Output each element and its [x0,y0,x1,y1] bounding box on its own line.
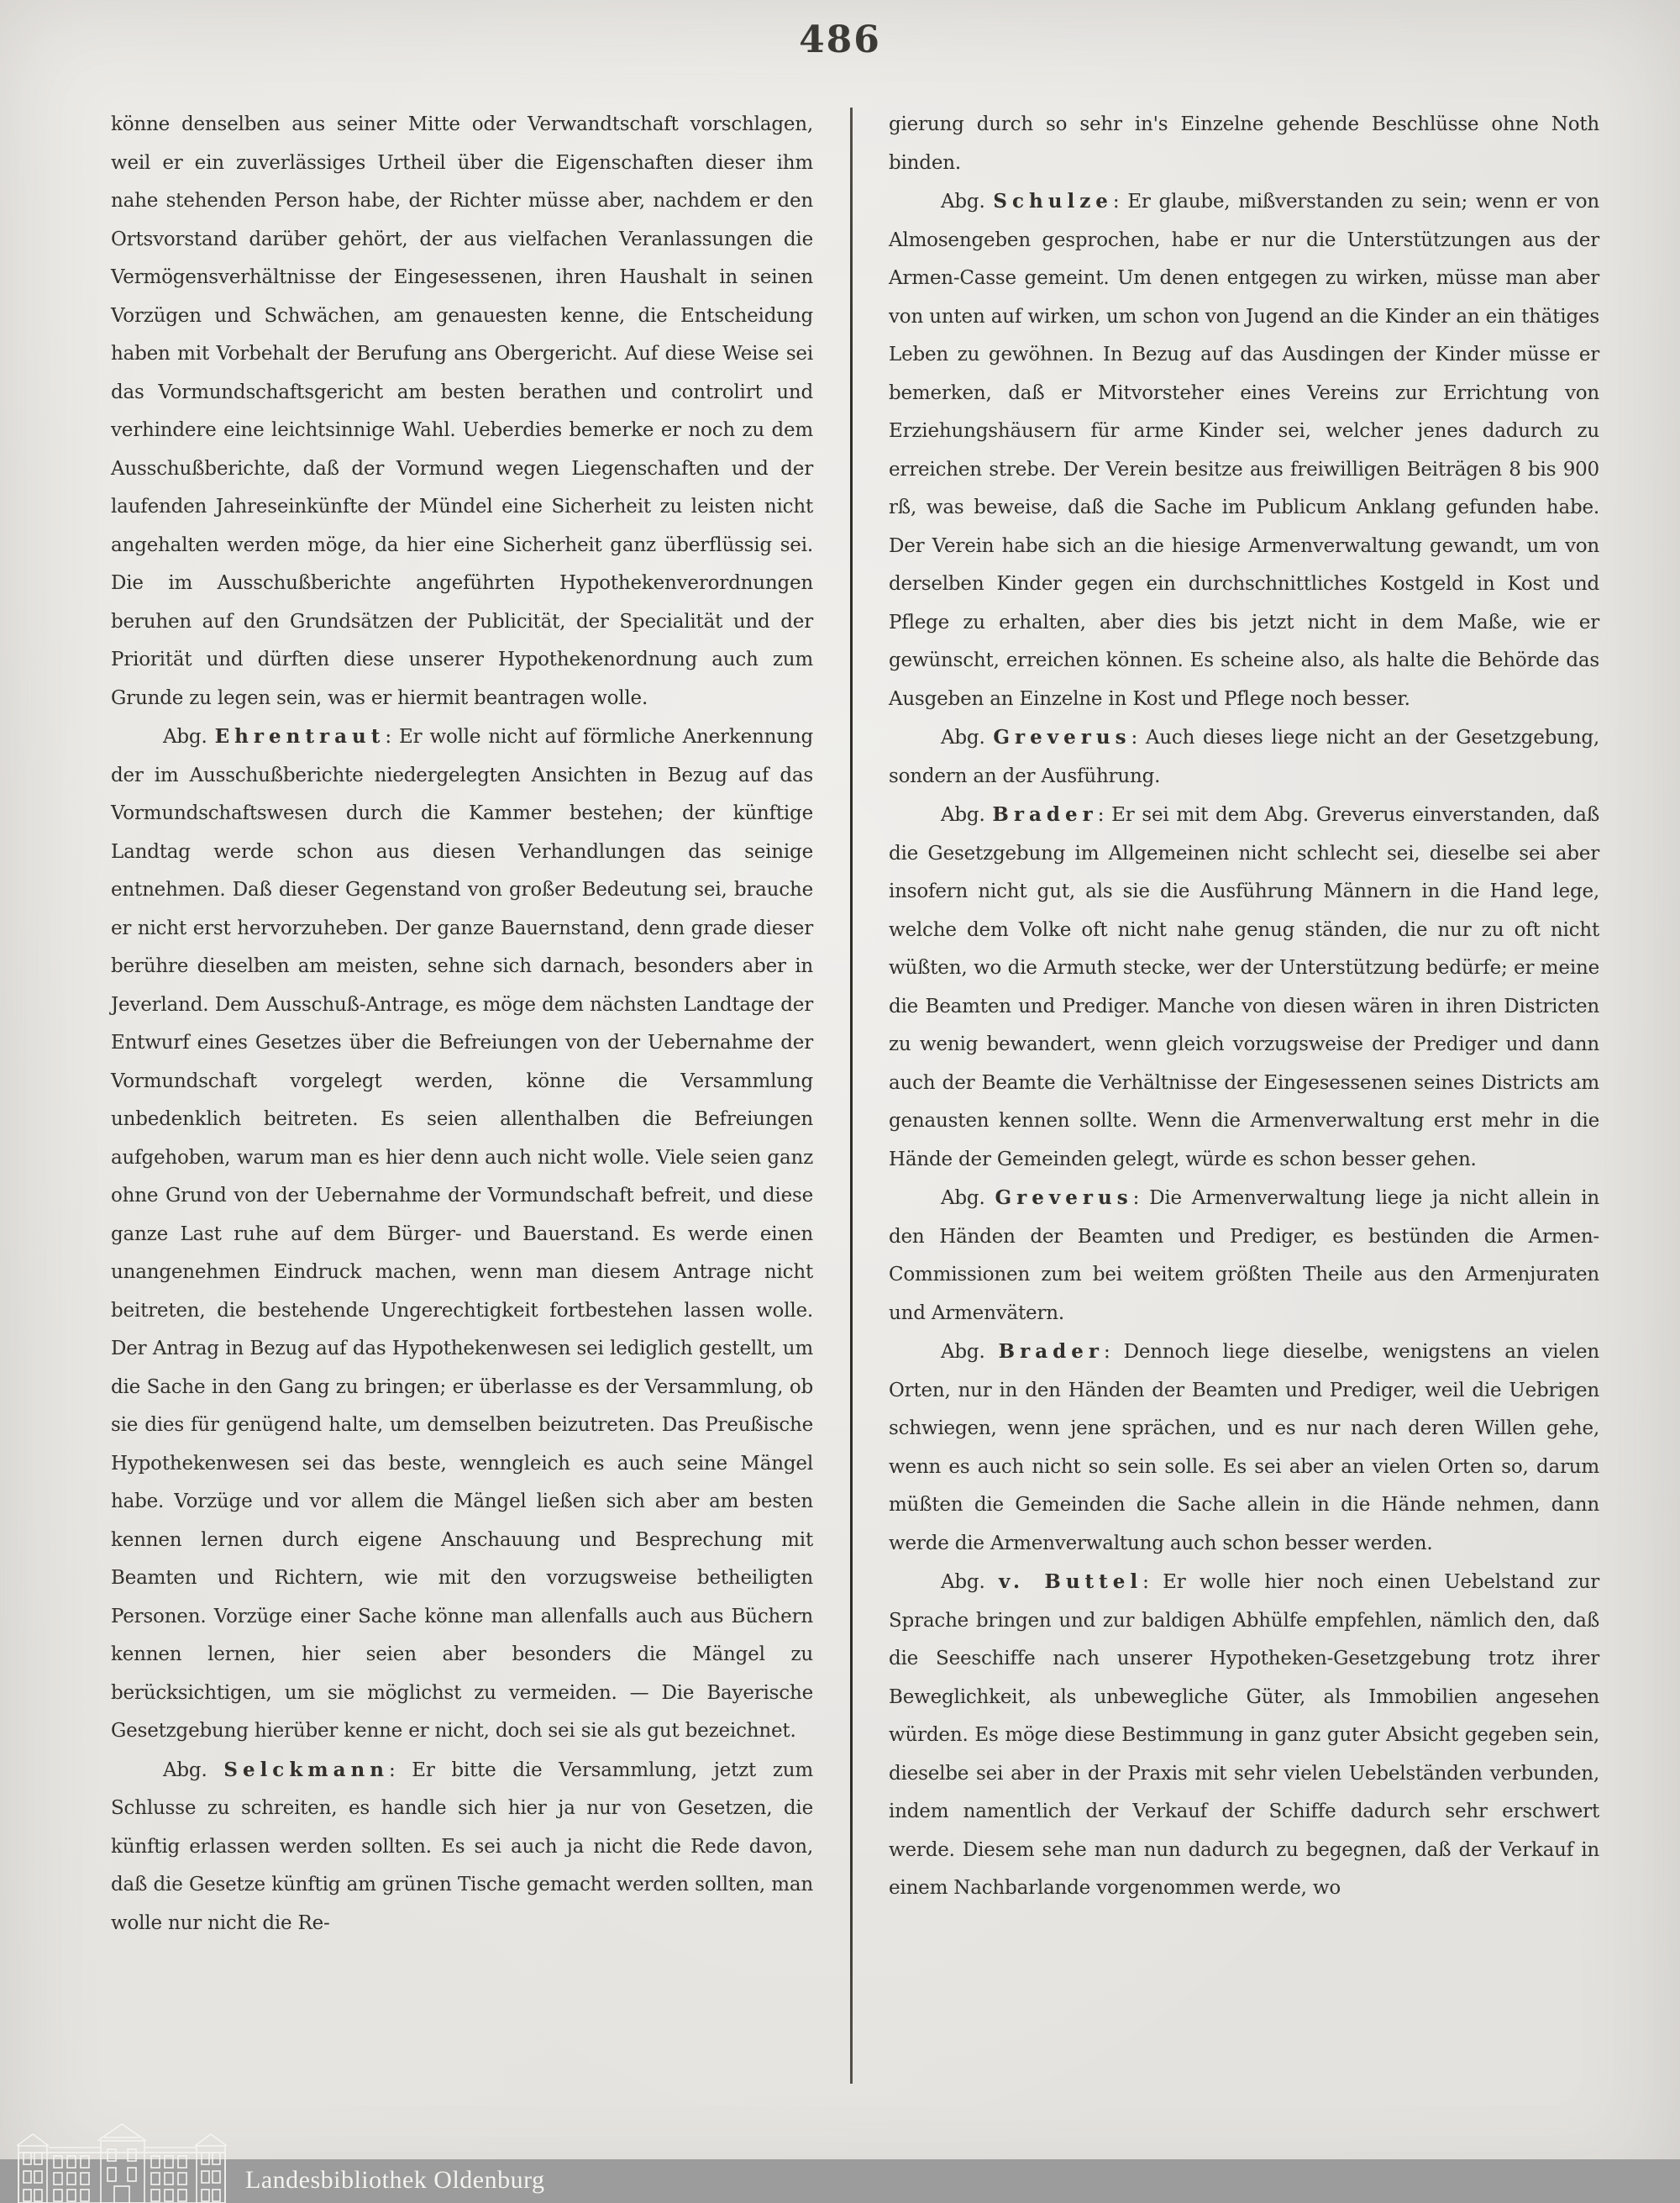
speaker-prefix: Abg. [941,1341,999,1363]
speaker-name: Schulze [993,190,1113,213]
speaker-prefix: Abg. [163,1759,224,1781]
speaker-prefix: Abg. [941,191,994,213]
speaker-name: Brader [998,1340,1104,1363]
speaker-name: Greverus [993,726,1131,749]
library-footer-bar [0,2159,1680,2203]
speech-paragraph: Abg. Brader: Er sei mit dem Abg. Greverus einverstanden, daß die Gesetzgebung im Allgemeinen nicht schlecht sei, dieselbe sei aber insofern nicht gut, als sie die Ausführung Männern in die Hand lege, welche dem Volke oft nicht nahe genug ständen, die nur zu oft nicht wüßten, wo die Armuth stecke, wer der Unterstützung bedürfe; er meine die Beamten und Prediger. Manche von diesen wären in ihren Districten zu wenig bewandert, wenn gleich vorzugsweise der Prediger und dann auch der Beamte die Verhältnisse der Eingesessenen seines Districts am genausten kennen sollte. Wenn die Armenverwaltung erst mehr in die Hände der Gemeinden gelegt, würde es schon besser gehen. [889,803,1599,1170]
speaker-name: v. Buttel [999,1570,1143,1593]
library-building-icon [12,2121,232,2203]
column-divider-rule [850,108,853,2084]
speaker-name: Ehrentraut [214,725,386,748]
paragraph: gierung durch so sehr in's Einzelne gehende Beschlüsse ohne Noth binden. [889,113,1599,174]
speaker-prefix: Abg. [163,726,215,748]
speech-paragraph: Abg. Schulze: Er glaube, mißverstanden zu sein; wenn er von Almosengeben gesprochen, habe er nur die Unterstützungen aus der Armen-Casse gemeint. Um denen entgegen zu wirken, müsse man aber von unten auf wirken, um schon von Jugend an die Kinder an ein thätiges Leben zu gewöhnen. In Bezug auf das Ausdingen der Kinder müsse er bemerken, daß er Mitvorsteher eines Vereins zur Errichtung von Erziehungshäusern für arme Kinder sei, welcher jenes dadurch zu erreichen strebe. Der Verein besitze aus freiwilligen Beiträgen 8 bis 900 rß, was beweise, daß die Sache im Publicum Anklang gefunden habe. Der Verein habe sich an die hiesige Armenverwaltung gewandt, um von derselben Kinder gegen ein durchschnittliches Kostgeld in Kost und Pflege zu erhalten, aber dies bis jetzt nicht in dem Maße, wie er gewünscht, erreichen können. Es scheine also, als halte die Behörde das Ausgeben an Einzelne in Kost und Pflege noch besser. [889,190,1599,710]
right-text-column [889,106,1599,1908]
speaker-prefix: Abg. [941,727,994,749]
speech-paragraph: Abg. Ehrentraut: Er wolle nicht auf förmliche Anerkennung der im Ausschußberichte niedergelegten Ansichten in Bezug auf das Vormundschaftswesen durch die Kammer bestehen; der künftige Landtag werde schon aus diesen Verhandlungen das seinige entnehmen. Daß dieser Gegenstand von großer Bedeutung sei, brauche er nicht erst hervorzuheben. Der ganze Bauernstand, denn grade dieser berühre dieselben am meisten, sehne sich darnach, besonders aber in Jeverland. Dem Ausschuß-Antrage, es möge dem nächsten Landtage der Entwurf eines Gesetzes über die Befreiungen von der Uebernahme der Vormundschaft vorgelegt werden, könne die Versammlung unbedenklich beitreten. Es seien allenthalben die Befreiungen aufgehoben, warum man es hier denn auch nicht wolle. Viele seien ganz ohne Grund von der Uebernahme der Vormundschaft befreit, und diese ganze Last ruhe auf dem Bürger- und Bauerstand. Es werde einen unangenehmen Eindruck machen, wenn man diesem Antrage nicht beitreten, die bestehende Ungerechtigkeit fortbestehen lassen wolle. Der Antrag in Bezug auf das Hypothekenwesen sei lediglich gestellt, um die Sache in den Gang zu bringen; er überlasse es der Versammlung, ob sie dies für genügend halte, um demselben beizutreten. Das Preußische Hypothekenwesen sei das beste, wenngleich es auch seine Mängel habe. Vorzüge und vor allem die Mängel ließen sich aber am besten kennen lernen durch eigene Anschauung und Besprechung mit Beamten und Richtern, wie mit den vorzugsweise betheiligten Personen. Vorzüge einer Sache könne man allenfalls auch aus Büchern kennen lernen, hier seien aber besonders die Mängel zu berücksichtigen, um sie möglichst zu vermeiden. — Die Bayerische Gesetzgebung hierüber kenne er nicht, doch sei sie als gut bezeichnet. [111,725,813,1742]
speaker-prefix: Abg. [941,804,993,826]
speech-paragraph: Abg. Selckmann: Er bitte die Versammlung, jetzt zum Schlusse zu schreiten, es handle sich hier ja nur von Gesetzen, die künftig erlassen werden sollten. Es sei auch ja nicht die Rede davon, daß die Gesetze künftig am grünen Tische gemacht werden sollten, man wolle nur nicht die Re- [111,1758,813,1934]
speaker-name: Brader [992,803,1098,826]
speech-paragraph: Abg. Greverus: Auch dieses liege nicht an der Gesetzgebung, sondern an der Ausführung. [889,726,1599,787]
speech-paragraph: Abg. Greverus: Die Armenverwaltung liege ja nicht allein in den Händen der Beamten und Prediger, es bestünden die Armen-Commissionen zum bei weitem größten Theile aus den Armenjuraten und Armenvätern. [889,1186,1599,1324]
speaker-name: Greverus [995,1186,1133,1209]
speaker-prefix: Abg. [941,1187,995,1209]
page-number: 486 [799,18,881,61]
library-name: Landesbibliothek Oldenburg [245,2166,545,2194]
speaker-prefix: Abg. [941,1571,999,1593]
speaker-name: Selckmann [223,1758,389,1781]
speech-paragraph: Abg. v. Buttel: Er wolle hier noch einen Uebelstand zur Sprache bringen und zur baldigen Abhülfe empfehlen, nämlich den, daß die Seeschiffe nach unserer Hypotheken-Gesetzgebung trotz ihrer Beweglichkeit, als unbewegliche Güter, als Immobilien angesehen würden. Es möge diese Bestimmung in ganz guter Absicht gegeben sein, dieselbe sei aber in der Praxis mit sehr vielen Uebelständen verbunden, indem namentlich der Verkauf der Schiffe dadurch sehr erschwert werde. Diesem sehe man nun dadurch zu begegnen, daß der Verkauf in einem Nachbarlande vorgenommen werde, wo [889,1570,1599,1899]
paragraph: könne denselben aus seiner Mitte oder Verwandtschaft vorschlagen, weil er ein zuverlässiges Urtheil über die Eigenschaften dieser ihm nahe stehenden Person habe, der Richter müsse aber, nachdem er den Ortsvorstand darüber gehört, der aus vielfachen Veranlassungen die Vermögensverhältnisse der Eingesessenen, ihren Haushalt in seinen Vorzügen und Schwächen, am genauesten kenne, die Entscheidung haben mit Vorbehalt der Berufung ans Obergericht. Auf diese Weise sei das Vormundschaftsgericht am besten berathen und controlirt und verhindere eine leichtsinnige Wahl. Ueberdies bemerke er noch zu dem Ausschußberichte, daß der Vormund wegen Liegenschaften und der laufenden Jahreseinkünfte der Mündel eine Sicherheit zu leisten nicht angehalten werden möge, da hier eine Sicherheit ganz überflüssig sei. Die im Ausschußberichte angeführten Hypothekenverordnungen beruhen auf den Grundsätzen der Publicität, der Specialität und der Priorität und dürften diese unserer Hypothekenordnung auch zum Grunde zu legen sein, was er hiermit beantragen wolle. [111,113,813,709]
left-text-column [111,106,813,1943]
speech-paragraph: Abg. Brader: Dennoch liege dieselbe, wenigstens an vielen Orten, nur in den Händen der Beamten und Prediger, weil die Uebrigen schwiegen, wenn jene sprächen, und es nur nach deren Willen gehe, wenn es auch nicht so sein solle. Es sei aber an vielen Orten so, darum müßten die Gemeinden die Sache allein in die Hände nehmen, dann werde die Armenverwaltung auch schon besser werden. [889,1340,1599,1554]
